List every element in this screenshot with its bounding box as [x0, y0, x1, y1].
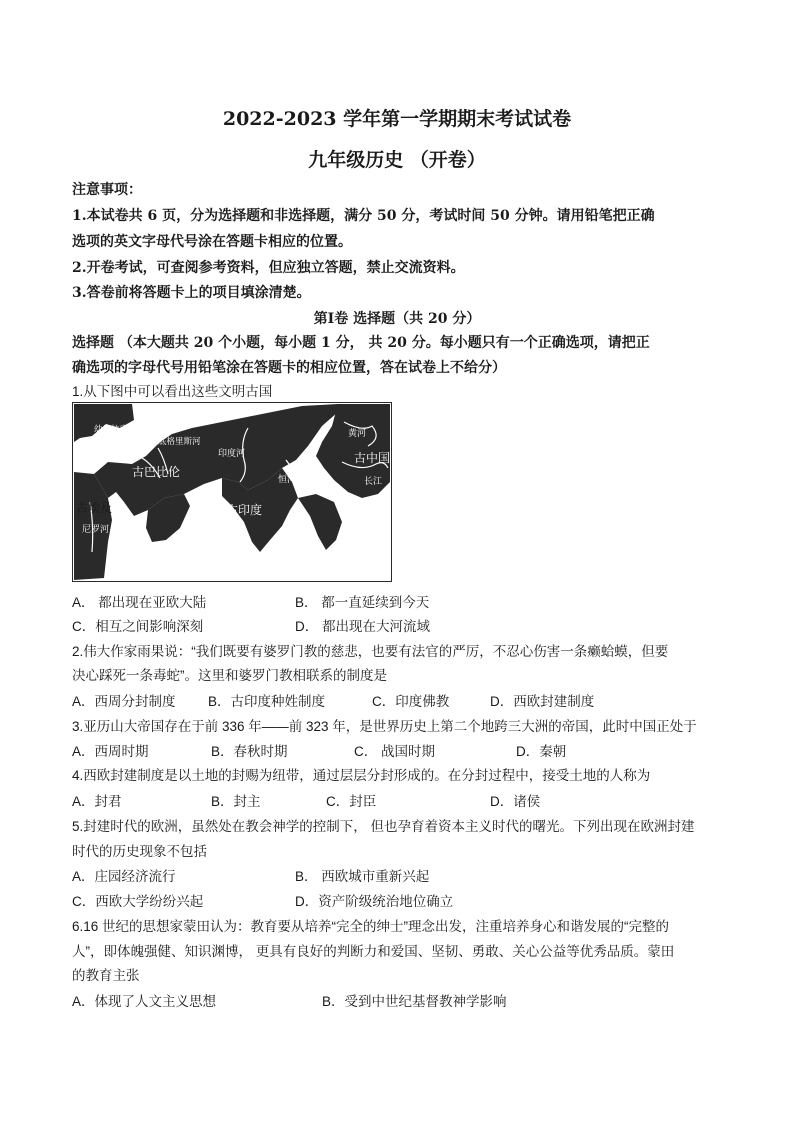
q6-stem-1: 6.16 世纪的思想家蒙田认为：教育要从培养“完全的绅士”理念出发，注重培养身心和谐发展的“完整的 [72, 919, 670, 934]
q6-option-b: B．受到中世纪基督教神学影响 [322, 994, 507, 1009]
q4-option-a: A．封君 [72, 794, 122, 809]
q2-option-b: B．古印度种姓制度 [208, 694, 326, 709]
map-label-euphrates: 幼发拉底河 [94, 425, 137, 435]
q1-stem: 1.从下图中可以看出这些文明古国 [72, 384, 273, 399]
q1-option-c: C．相互之间影响深刻 [72, 619, 204, 634]
map-label-nile: 尼罗河 [82, 525, 110, 535]
q1-option-d: D． 都出现在大河流域 [295, 619, 430, 634]
map-label-ganges: 恒河 [278, 475, 297, 485]
q5-option-b: B． 西欧城市重新兴起 [295, 869, 430, 884]
q4-option-d: D．诸侯 [490, 794, 541, 809]
q4-stem: 4.西欧封建制度是以土地的封赐为纽带，通过层层分封形成的。在分封过程中，接受土地的人称为 [72, 768, 651, 783]
q4-option-c: C．封臣 [326, 794, 377, 809]
note-1b: 选项的英文字母代号涂在答题卡相应的位置。 [72, 234, 352, 250]
q6-stem-2: 人”，即体魄强健、知识渊博， 更具有良好的判断力和爱国、坚韧、勇敢、关心公益等优秀品质。蒙田 [72, 944, 675, 959]
map-label-india: 古印度 [226, 503, 263, 517]
q4-option-b: B．封主 [211, 794, 261, 809]
note-2: 2.开卷考试，可查阅参考资料，但应独立答题，禁止交流资料。 [72, 260, 465, 276]
q3-option-c: C． 战国时期 [354, 744, 435, 759]
section-instruction-b: 确选项的字母代号用铅笔涂在答题卡的相应位置，答在试卷上不给分） [72, 360, 506, 376]
q5-option-c: C．西欧大学纷纷兴起 [72, 894, 204, 909]
q3-option-a: A．西周时期 [72, 744, 149, 759]
map-label-egypt: 古埃及 [76, 501, 113, 515]
map-label-huanghe: 黄河 [348, 429, 367, 439]
map-label-china: 古中国 [354, 451, 391, 465]
map-label-babylon: 古巴比伦 [132, 465, 181, 479]
q1-option-b: B． 都一直延续到今天 [295, 595, 430, 610]
q2-option-c: C．印度佛教 [372, 694, 450, 709]
map-label-changjiang: 长江 [364, 477, 383, 487]
q2-stem-2: 决心踩死一条毒蛇”。这里和婆罗门教相联系的制度是 [72, 668, 387, 683]
map-label-indus: 印度河 [218, 449, 246, 459]
q3-stem: 3.亚历山大帝国存在于前 336 年——前 323 年，是世界历史上第二个地跨三大洲的帝国，此时中国正处于 [72, 719, 697, 734]
map-label-tigris: 底格里斯河 [158, 437, 201, 447]
q3-option-d: D．秦朝 [516, 744, 567, 759]
q2-option-a: A．西周分封制度 [72, 694, 176, 709]
ancient-civilizations-map [72, 402, 392, 582]
section-title: 第Ⅰ卷 选择题（共 20 分） [313, 311, 481, 327]
q2-stem-1: 2.伟大作家雨果说：“我们既要有婆罗门教的慈悲，也要有法官的严厉，不忍心伤害一条癞蛤蟆，但要 [72, 644, 669, 659]
q1-option-a: A． 都出现在亚欧大陆 [72, 595, 207, 610]
notes-heading: 注意事项： [72, 182, 142, 198]
q3-option-b: B．春秋时期 [211, 744, 288, 759]
note-1a: 1.本试卷共 6 页，分为选择题和非选择题，满分 50 分，考试时间 50 分钟。请用铅笔把正确 [72, 208, 655, 224]
exam-title: 2022-2023 学年第一学期期末考试试卷 [222, 108, 572, 130]
exam-subtitle: 九年级历史 （开卷） [308, 149, 486, 171]
q6-option-a: A．体现了人文主义思想 [72, 994, 217, 1009]
q6-stem-3: 的教育主张 [72, 968, 140, 983]
section-instruction-a: 选择题 （本大题共 20 个小题，每小题 1 分， 共 20 分。每小题只有一个正确选项，请把正 [72, 335, 650, 351]
q5-stem-1: 5.封建时代的欧洲，虽然处在教会神学的控制下， 但也孕育着资本主义时代的曙光。下列出现在欧洲封建 [72, 819, 695, 834]
q5-option-d: D．资产阶级统治地位确立 [295, 894, 454, 909]
q5-option-a: A．庄园经济流行 [72, 869, 176, 884]
q2-option-d: D．西欧封建制度 [490, 694, 595, 709]
q5-stem-2: 时代的历史现象不包括 [72, 844, 207, 859]
note-3: 3.答卷前将答题卡上的项目填涂清楚。 [72, 285, 311, 301]
